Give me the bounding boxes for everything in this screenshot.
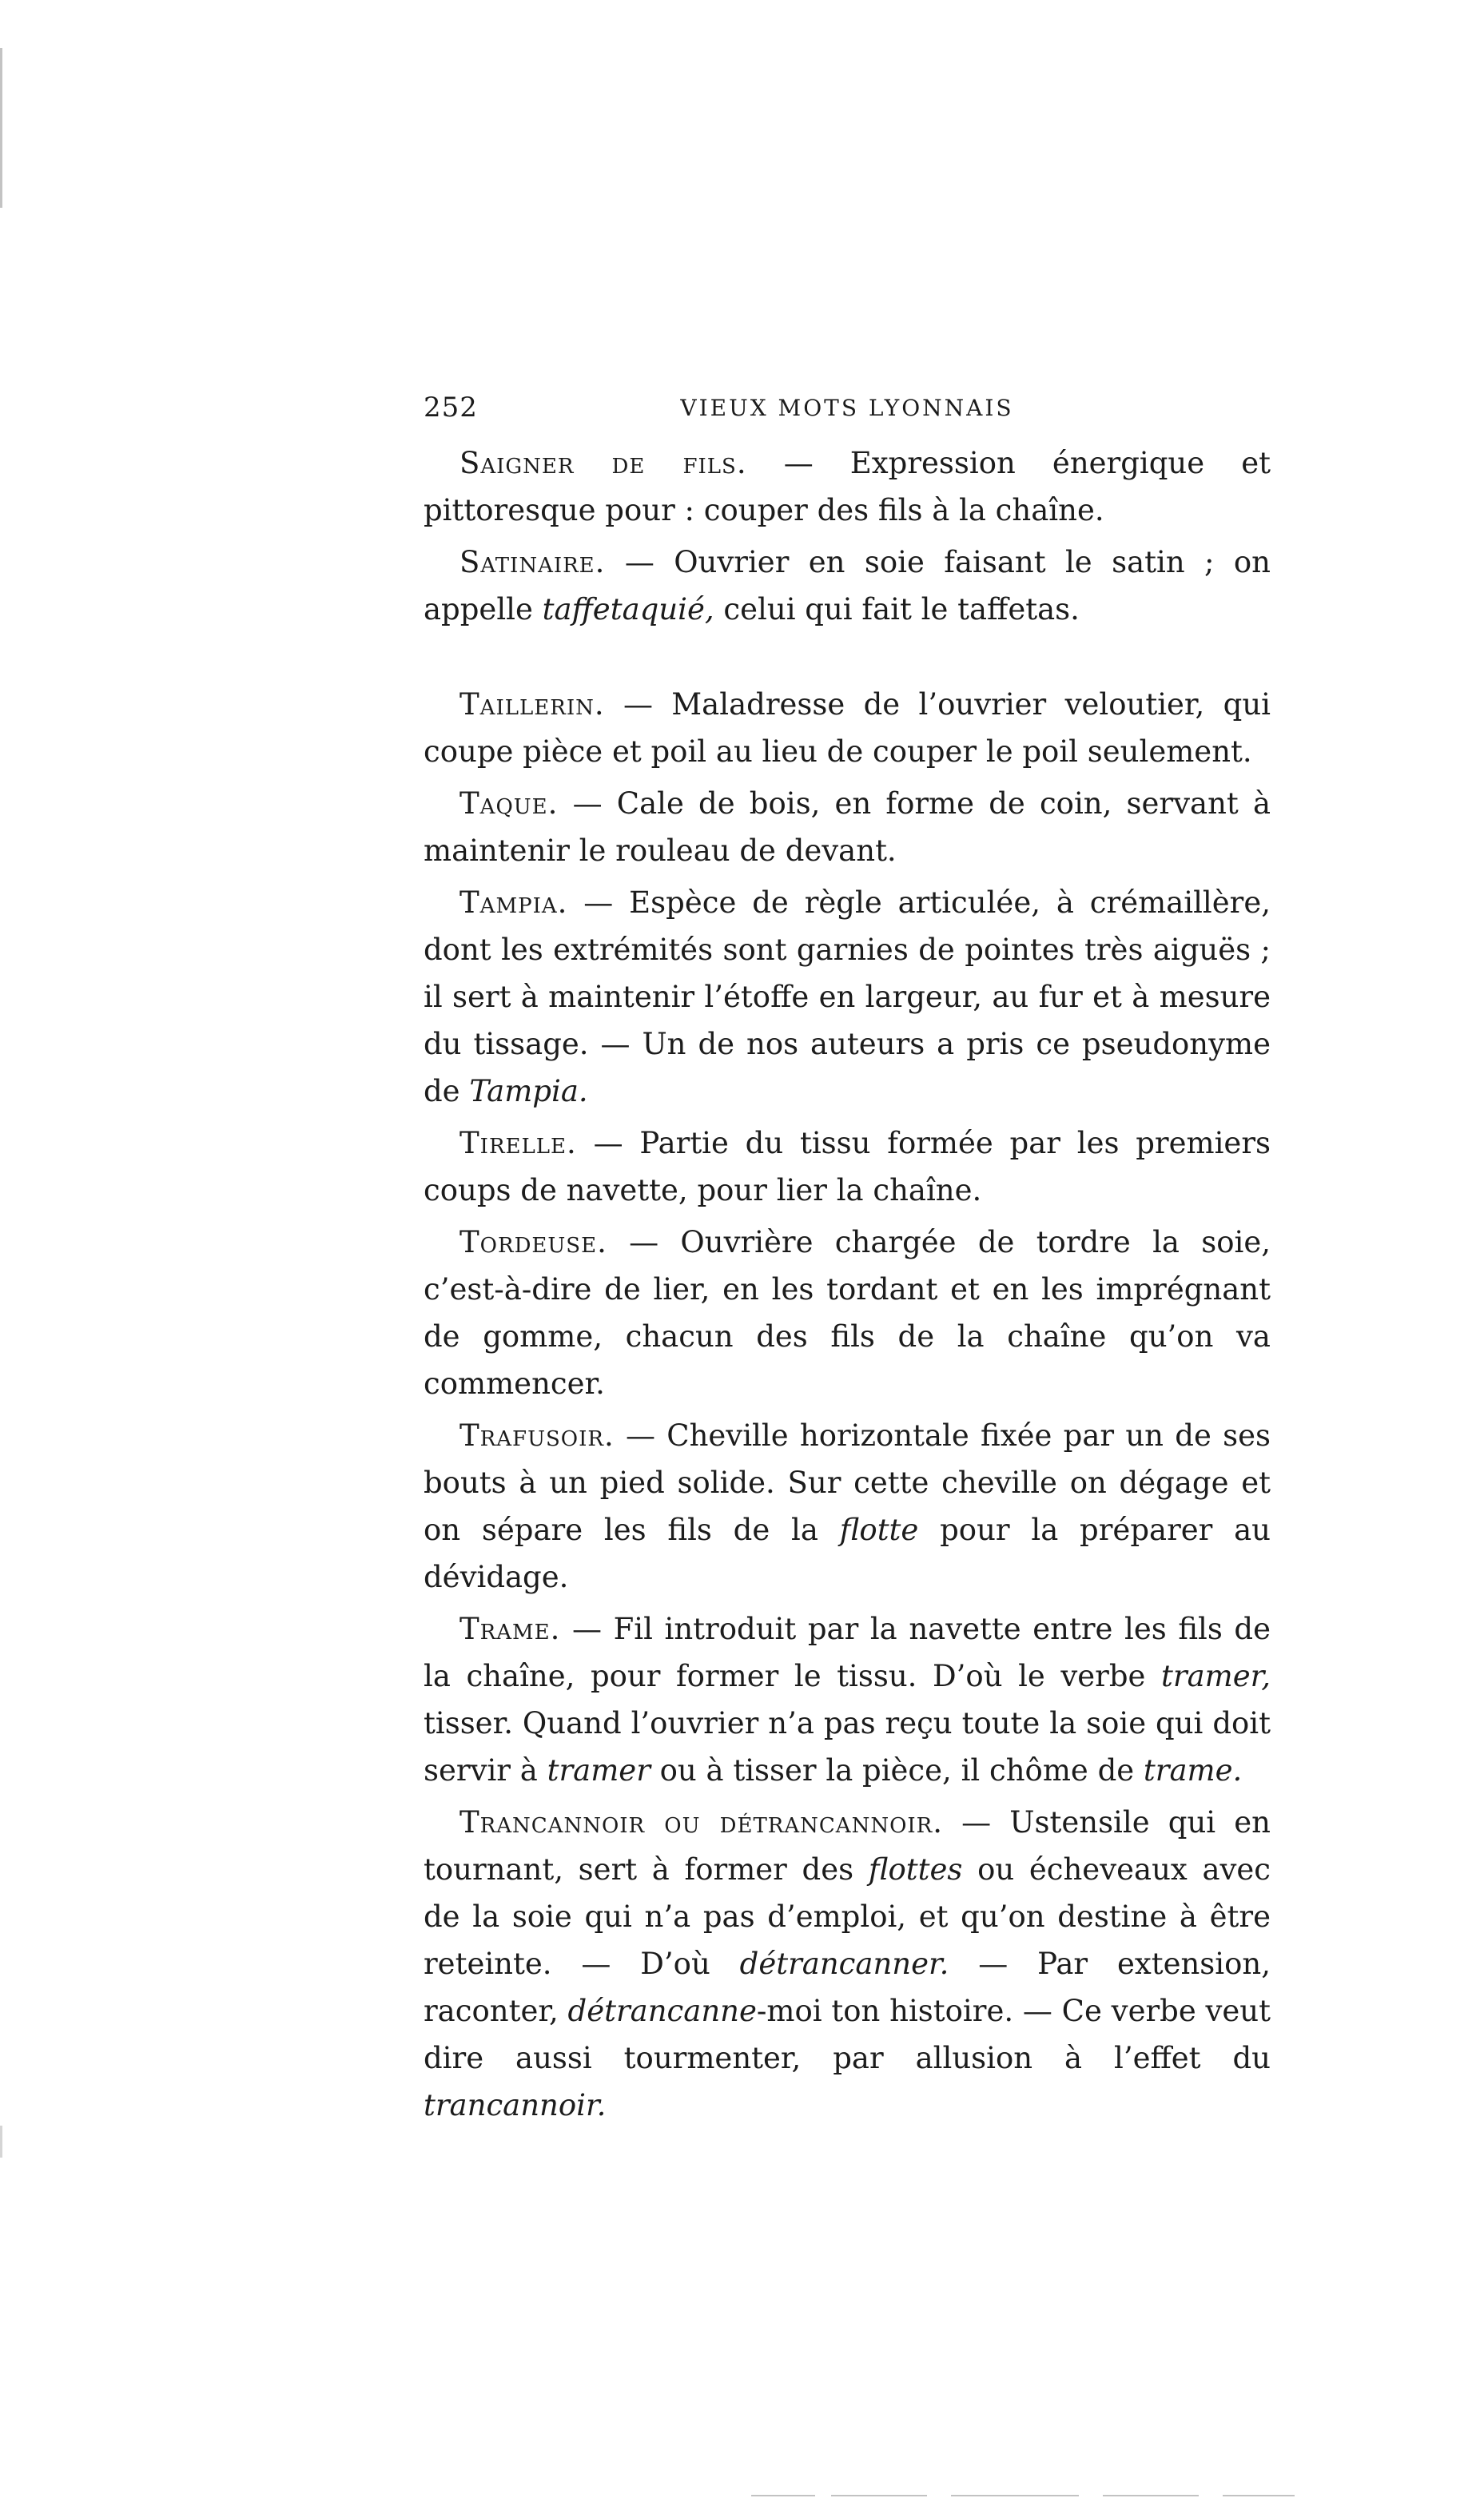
definition: ou écheveaux avec de la soie qui n’a pas d’emploi, et qu’on destine à être reteinte. — D’où	[424, 1852, 1271, 1981]
headword: Taque.	[460, 786, 559, 821]
italic-term: taffetaquié,	[542, 592, 714, 627]
scan-footer-mark	[751, 2495, 815, 2496]
definition: — Fil introduit par la navette entre les fils de la chaîne, pour former le tissu. D’où le verbe	[424, 1612, 1271, 1693]
definition: ou à tisser la pièce, il chôme de	[659, 1753, 1135, 1788]
headword: Saigner de fils.	[460, 446, 747, 480]
headword: Tirelle.	[460, 1126, 577, 1160]
definition: tisser. Quand l’ouvrier n’a pas reçu toute la soie qui doit servir à	[424, 1706, 1271, 1788]
italic-term: tramer,	[1161, 1659, 1271, 1693]
headword: Tordeuse.	[460, 1225, 607, 1259]
scan-footer-mark	[1103, 2495, 1199, 2496]
italic-term: flotte	[839, 1513, 919, 1547]
scan-edge-mark	[0, 48, 2, 208]
book-page	[424, 392, 1271, 2134]
italic-term: flottes	[868, 1852, 963, 1887]
entry-taque	[424, 780, 1271, 874]
definition: — Espèce de règle articulée, à crémaillère, dont les extrémités sont garnies de pointes très aiguës ; il sert à maintenir l’étoffe en largeur, au fur et à mesure du tissage. — Un de nos auteurs a pris ce pseudonyme de	[424, 885, 1271, 1108]
entry-tordeuse	[424, 1219, 1271, 1407]
italic-term: trancannoir.	[424, 2088, 607, 2122]
italic-term: Tampia.	[469, 1074, 588, 1108]
italic-term: détrancanne	[567, 1994, 757, 2028]
running-title: VIEUX MOTS LYONNAIS	[680, 395, 1014, 421]
entry-satinaire	[424, 539, 1271, 633]
scan-footer-mark	[831, 2495, 927, 2496]
headword: Trancannoir ou détrancannoir.	[460, 1805, 943, 1840]
entry-trancannoir	[424, 1799, 1271, 2129]
headword: Trafusoir.	[460, 1418, 615, 1453]
definition: — Expression énergique et pittoresque pour : couper des fils à la chaîne.	[424, 446, 1271, 527]
scan-footer-mark	[1223, 2495, 1295, 2496]
entry-tampia	[424, 879, 1271, 1115]
definition: — Par extension, raconter,	[424, 1947, 1271, 2028]
definition: — Partie du tissu formée par les premiers coups de navette, pour lier la chaîne.	[424, 1126, 1271, 1207]
italic-term: tramer	[547, 1753, 650, 1788]
entry-tirelle	[424, 1120, 1271, 1214]
scan-edge-mark	[0, 2126, 2, 2158]
definition: celui qui fait le taffetas.	[723, 592, 1080, 627]
headword: Taillerin.	[460, 687, 605, 722]
entry-taillerin	[424, 681, 1271, 775]
definition: — Maladresse de l’ouvrier veloutier, qui coupe pièce et poil au lieu de couper le poil seulement.	[424, 687, 1271, 769]
italic-term: trame.	[1143, 1753, 1243, 1788]
definition: — Cale de bois, en forme de coin, servant à maintenir le rouleau de devant.	[424, 786, 1271, 868]
headword: Satinaire.	[460, 545, 606, 579]
entry-saigner-de-fils	[424, 440, 1271, 534]
page-number: 252	[424, 392, 478, 424]
entry-trafusoir	[424, 1412, 1271, 1601]
definition: -moi ton histoire. — Ce verbe veut dire aussi tourmenter, par allusion à l’effet du	[424, 1994, 1271, 2075]
definition: — Ustensile qui en tournant, sert à former des	[424, 1805, 1271, 1887]
definition: — Ouvrier en soie faisant le satin ; on appelle	[424, 545, 1271, 627]
headword: Trame.	[460, 1612, 561, 1646]
running-head	[424, 392, 1271, 440]
definition: pour la préparer au dévidage.	[424, 1513, 1271, 1594]
definition: — Cheville horizontale fixée par un de ses bouts à un pied solide. Sur cette cheville on dégage et on sépare les fils de la	[424, 1418, 1271, 1547]
definition: — Ouvrière chargée de tordre la soie, c’est-à-dire de lier, en les tordant et en les imprégnant de gomme, chacun des fils de la chaîne qu’on va commencer.	[424, 1225, 1271, 1401]
entry-trame	[424, 1605, 1271, 1794]
headword: Tampia.	[460, 885, 568, 920]
scan-footer-mark	[951, 2495, 1079, 2496]
italic-term: détrancanner.	[739, 1947, 949, 1981]
